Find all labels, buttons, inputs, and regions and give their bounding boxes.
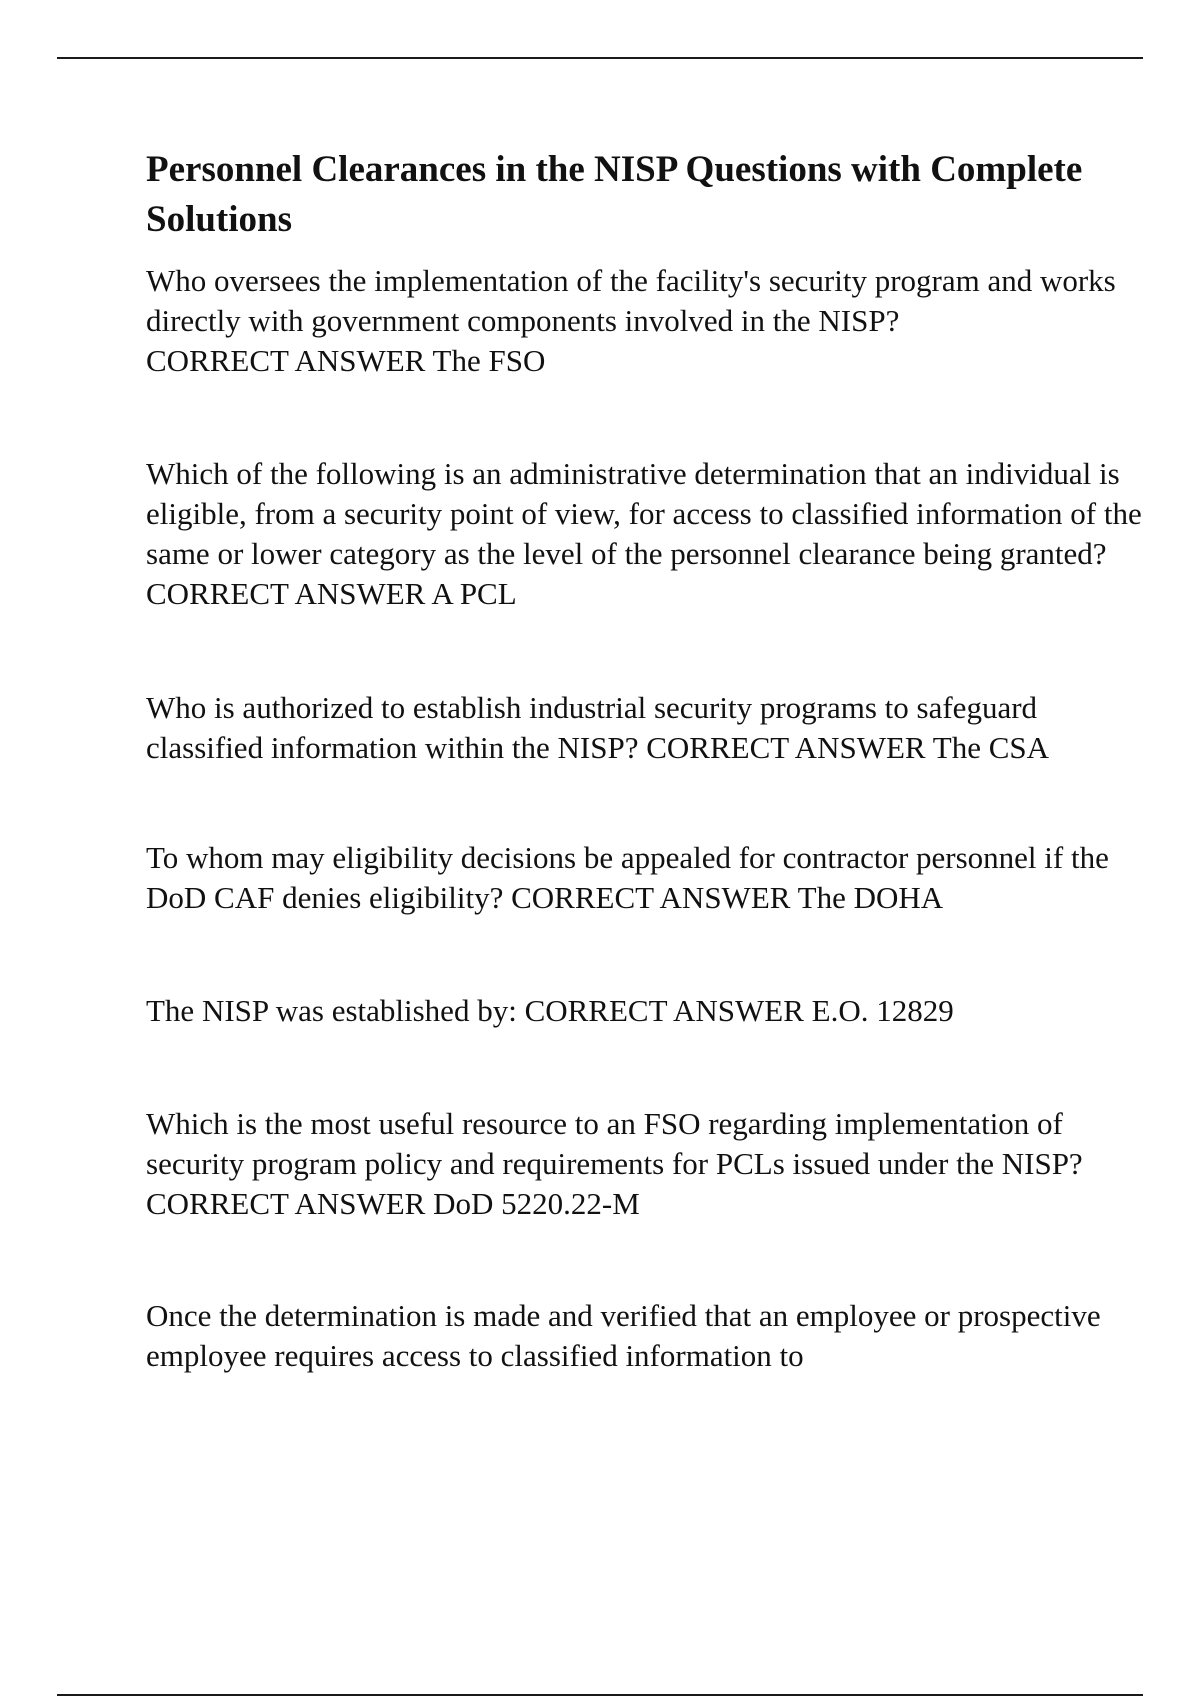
answer-text: The CSA xyxy=(932,730,1050,765)
answer-label: CORRECT ANSWER xyxy=(646,730,926,765)
top-divider xyxy=(57,57,1143,59)
answer-label: CORRECT ANSWER xyxy=(146,343,426,378)
question-text: Which of the following is an administrative determination that an individual is eligible, from a security point of view, for access to classified information of the same or lower category as the level of the personnel clearance being granted? xyxy=(146,456,1142,571)
document-title: Personnel Clearances in the NISP Questions with Complete Solutions xyxy=(146,149,1083,240)
question-text: Once the determination is made and verified that an employee or prospective employee requires access to classified information to xyxy=(146,1298,1101,1373)
answer-label: CORRECT ANSWER xyxy=(146,576,426,611)
qa-item xyxy=(146,991,1146,1031)
question-text: Which is the most useful resource to an FSO regarding implementation of security program policy and requirements for PCLs issued under the NISP? xyxy=(146,1106,1083,1181)
question-text: The NISP was established by: xyxy=(146,993,517,1028)
qa-item xyxy=(146,1104,1146,1224)
answer-text: DoD 5220.22-M xyxy=(433,1186,640,1221)
answer-label: CORRECT ANSWER xyxy=(146,1186,426,1221)
qa-item xyxy=(146,688,1146,768)
qa-item xyxy=(146,261,1146,381)
question-text: Who is authorized to establish industrial security programs to safeguard classified information within the NISP? xyxy=(146,690,1038,765)
qa-item xyxy=(146,838,1146,918)
bottom-divider xyxy=(57,1694,1143,1696)
question-text: To whom may eligibility decisions be appealed for contractor personnel if the DoD CAF denies eligibility? xyxy=(146,840,1109,915)
answer-text: The DOHA xyxy=(797,880,944,915)
answer-label: CORRECT ANSWER xyxy=(524,993,804,1028)
question-text: Who oversees the implementation of the facility's security program and works directly with government components involved in the NISP? xyxy=(146,263,1116,338)
answer-text: The FSO xyxy=(432,343,546,378)
qa-item xyxy=(146,454,1146,614)
answer-text: A PCL xyxy=(431,576,517,611)
qa-item xyxy=(146,1296,1146,1376)
answer-label: CORRECT ANSWER xyxy=(511,880,791,915)
answer-text: E.O. 12829 xyxy=(811,993,954,1028)
